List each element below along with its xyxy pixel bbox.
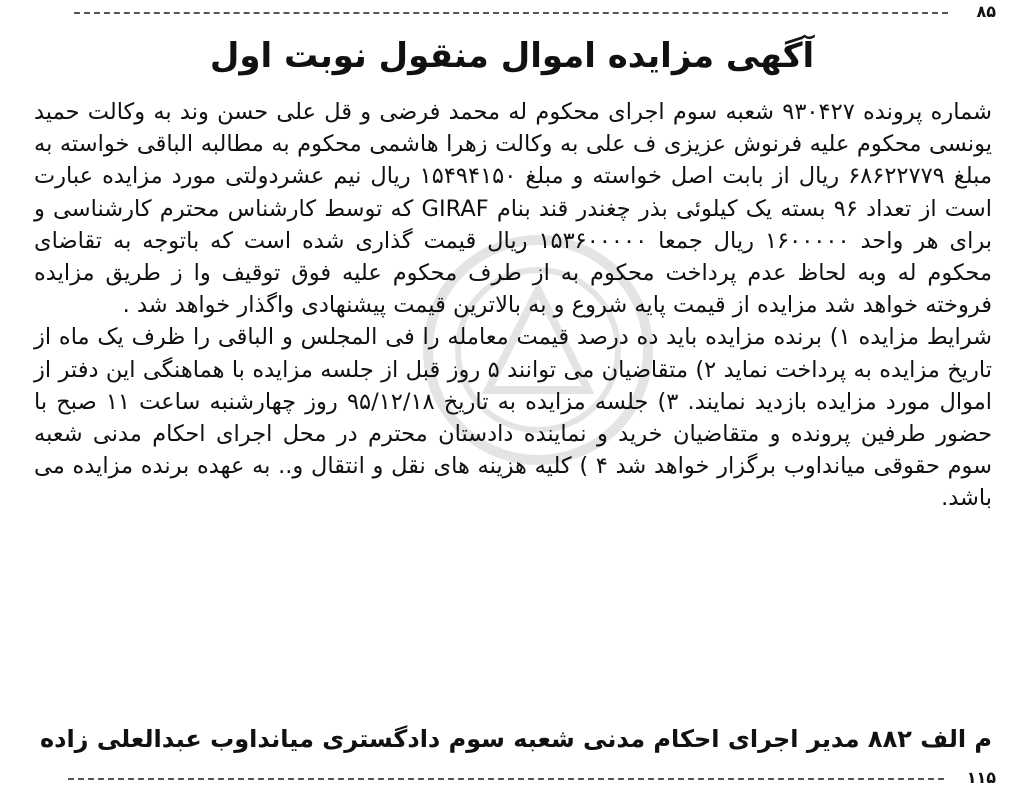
- top-page-number: ۸۵: [976, 2, 996, 21]
- notice-paragraph-conditions: شرایط مزایده ۱) برنده مزایده باید ده درصد قیمت معامله را فی المجلس و الباقی را ظرف یک ماه از تاریخ مزایده به پرداخت نماید ۲) متقاضیان می توانند ۵ روز قبل از جلسه مزایده با هماهنگی این دفتر از اموال مورد مزایده بازدید نمایند. ۳) جلسه مزایده به تاریخ ۹۵/۱۲/۱۸ روز چهارشنبه ساعت ۱۱ صبح با حضور طرفین پرونده و متقاضیان خرید و نماینده دادستان محترم در محل اجرای احکام مدنی شعبه سوم حقوقی میانداوب برگزار خواهد شد ۴ ) کلیه هزینه های نقل و انتقال و.. به عهده برنده مزایده می باشد.: [34, 324, 993, 512]
- top-dashed-rule: [74, 12, 948, 14]
- notice-signature: م الف ۸۸۲ مدیر اجرای احکام مدنی شعبه سوم دادگستری میانداوب عبدالعلی زاده: [39, 725, 992, 753]
- notice-title: آگهی مزایده اموال منقول نوبت اول: [209, 36, 815, 76]
- top-separator: [28, 4, 996, 20]
- notice-body: [34, 96, 992, 515]
- bottom-page-number: ۱۱۵: [966, 768, 996, 787]
- notice-paragraph-details: شماره پرونده ۹۳۰۴۲۷ شعبه سوم اجرای محکوم له محمد فرضی و قل علی حسن وند به وکالت حمید یونسی محکوم علیه فرنوش عزیزی ف علی به وکالت زهرا هاشمی محکوم به مطالبه الباقی خواسته به مبلغ ۶۸۶۲۲۷۷۹ ریال از بابت اصل خواسته و مبلغ ۱۵۴۹۴۱۵۰ ریال نیم عشردولتی مورد مزایده عبارت است از تعداد ۹۶ بسته یک کیلوئی بذر چغندر قند بنام GIRAF که توسط کارشناس محترم کارشناسی و برای هر واحد ۱۶۰۰۰۰۰ ریال جمعا ۱۵۳۶۰۰۰۰۰ ریال قیمت گذاری شده است که باتوجه به تقاضای محکوم له وبه لحاظ عدم پرداخت محکوم به از طرف محکوم علیه فوق توقیف وا ز طریق مزایده فروخته خواهد شد مزایده از قیمت پایه شروع و به بالاترین قیمت پیشنهادی واگذار خواهد شد .: [34, 99, 993, 319]
- bottom-dashed-rule: [68, 778, 944, 780]
- bottom-separator: [28, 766, 996, 786]
- notice-page: [28, 0, 996, 795]
